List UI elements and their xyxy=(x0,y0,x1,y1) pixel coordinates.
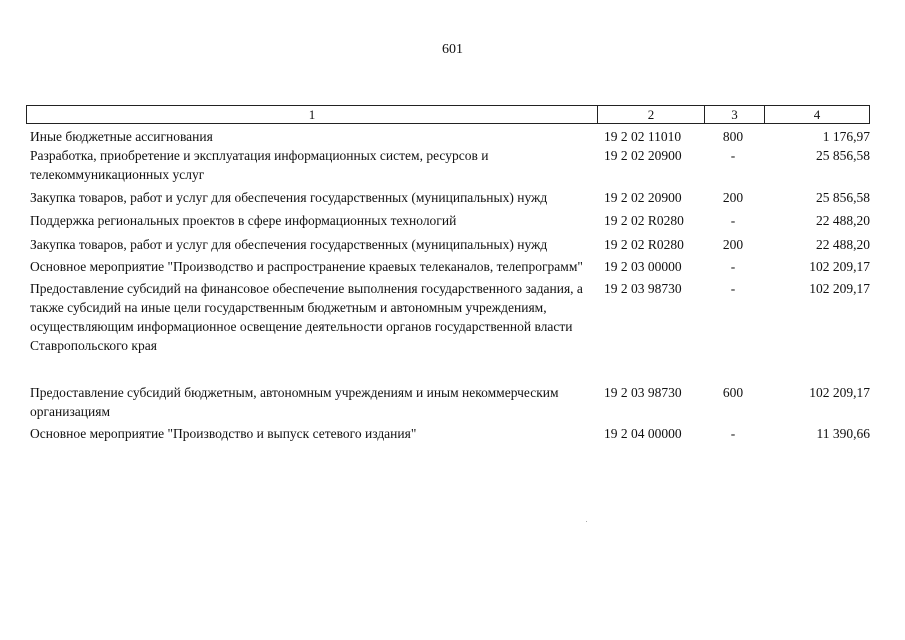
row-amount: 22 488,20 xyxy=(816,213,870,228)
header-col-4: 4 xyxy=(764,106,869,124)
row-amount: 1 176,97 xyxy=(822,129,870,144)
row-name: Предоставление субсидий на финансовое обеспечение выполнения государственного задания, а также субсидий на иные цели государственным бюджетным и автономным учреждениям, осуществляющим информационное освещение деятельности органов государственной власти Ставропольского края xyxy=(30,281,583,353)
header-col-2: 2 xyxy=(597,106,704,124)
row-code: 19 2 02 R0280 xyxy=(604,213,684,228)
scan-speck xyxy=(586,521,587,522)
row-amount: 102 209,17 xyxy=(809,385,870,400)
row-type: - xyxy=(730,426,736,441)
row-type: - xyxy=(730,259,736,274)
table-row xyxy=(26,188,870,207)
row-type: - xyxy=(730,213,736,228)
row-name: Иные бюджетные ассигнования xyxy=(30,129,213,144)
header-col-1: 1 xyxy=(308,107,316,122)
row-code: 19 2 02 11010 xyxy=(604,129,682,144)
row-code: 19 2 03 00000 xyxy=(604,259,682,274)
row-code: 19 2 02 20900 xyxy=(604,148,682,163)
row-code: 19 2 02 20900 xyxy=(604,190,682,205)
row-type: - xyxy=(730,281,736,296)
row-amount: 102 209,17 xyxy=(809,259,870,274)
table-row xyxy=(26,257,870,276)
row-name: Поддержка региональных проектов в сфере информационных технологий xyxy=(30,213,457,228)
row-code: 19 2 03 98730 xyxy=(604,385,682,400)
row-name: Предоставление субсидий бюджетным, автономным учреждениям и иным некоммерческим организациям xyxy=(30,385,559,419)
row-amount: 25 856,58 xyxy=(816,190,870,205)
table-row xyxy=(26,211,870,230)
row-type: 200 xyxy=(722,190,744,205)
row-code: 19 2 02 R0280 xyxy=(604,237,684,252)
row-amount: 11 390,66 xyxy=(816,426,870,441)
row-amount: 102 209,17 xyxy=(809,281,870,296)
row-type: 600 xyxy=(722,385,744,400)
budget-table xyxy=(26,105,870,443)
page-number: 601 xyxy=(442,42,463,57)
row-name: Закупка товаров, работ и услуг для обеспечения государственных (муниципальных) нужд xyxy=(30,190,548,205)
table-row xyxy=(26,383,870,421)
header-col-3: 3 xyxy=(704,106,764,124)
row-name: Основное мероприятие "Производство и распространение краевых телеканалов, телепрограмм" xyxy=(30,259,583,274)
row-name: Основное мероприятие "Производство и выпуск сетевого издания" xyxy=(30,426,417,441)
table-row xyxy=(26,424,870,443)
table-row xyxy=(26,146,870,184)
row-type: - xyxy=(730,148,736,163)
row-name: Разработка, приобретение и эксплуатация информационных систем, ресурсов и телекоммуникационных услуг xyxy=(30,148,489,182)
row-code: 19 2 04 00000 xyxy=(604,426,682,441)
table-row xyxy=(26,279,870,355)
row-type: 800 xyxy=(722,129,744,144)
row-type: 200 xyxy=(722,237,744,252)
table-header xyxy=(26,105,870,124)
row-code: 19 2 03 98730 xyxy=(604,281,682,296)
row-name: Закупка товаров, работ и услуг для обеспечения государственных (муниципальных) нужд xyxy=(30,237,548,252)
table-row xyxy=(26,127,870,146)
row-amount: 22 488,20 xyxy=(816,237,870,252)
row-amount: 25 856,58 xyxy=(816,148,870,163)
table-row xyxy=(26,235,870,254)
